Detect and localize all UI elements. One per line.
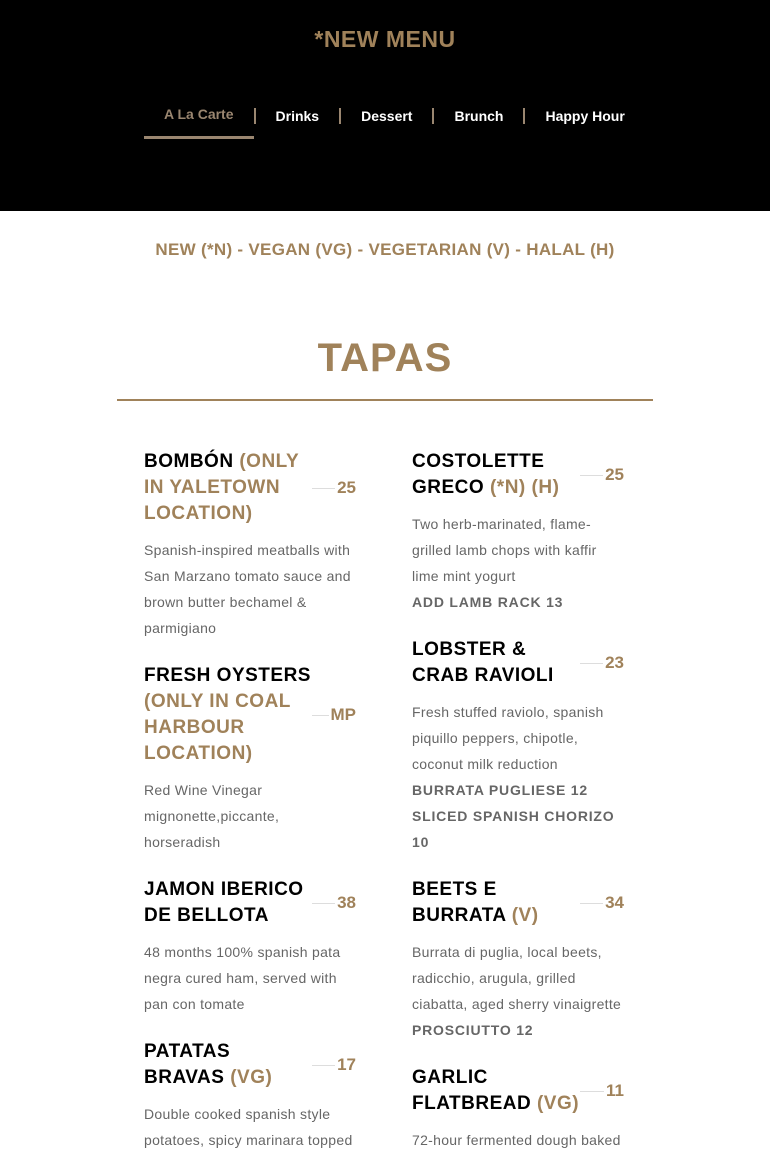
item-description: Spanish-inspired meatballs with San Marzano tomato sauce and brown butter bechamel & parmigiano — [144, 542, 351, 636]
item-addon: PROSCIUTTO 12 — [412, 1022, 534, 1038]
item-description: Two herb-marinated, flame-grilled lamb chops with kaffir lime mint yogurt — [412, 516, 597, 584]
item-name-text: JAMON IBERICO DE BELLOTA — [144, 879, 304, 926]
price-leader — [312, 903, 335, 904]
price-leader — [312, 488, 335, 489]
dietary-legend: NEW (*N) - VEGAN (VG) - VEGETARIAN (V) - HALAL (H) — [155, 240, 615, 259]
item-name-text: BOMBÓN — [144, 451, 234, 472]
menu-item — [144, 663, 356, 855]
tab-drinks[interactable]: Drinks — [275, 107, 320, 124]
price-leader — [312, 715, 329, 716]
menu-tabs — [144, 98, 645, 139]
item-tag: (VG) — [230, 1067, 273, 1088]
menu-item — [412, 449, 624, 615]
item-name — [412, 449, 580, 501]
item-name-text: COSTOLETTE GRECO — [412, 451, 545, 498]
price-leader — [580, 1091, 604, 1092]
item-name — [412, 877, 580, 929]
item-description: Fresh stuffed raviolo, spanish piquillo peppers, chipotle, coconut milk reduction — [412, 704, 604, 772]
item-name-text: GARLIC FLATBREAD — [412, 1067, 532, 1114]
item-name — [144, 449, 312, 527]
right-column — [412, 449, 624, 1175]
item-description: Burrata di puglia, local beets, radicchio, arugula, grilled ciabatta, aged sherry vinaigrette — [412, 944, 622, 1012]
item-price: 23 — [605, 653, 624, 672]
price-leader — [580, 475, 603, 476]
item-description: 72-hour fermented dough baked — [412, 1132, 621, 1148]
price-leader — [580, 903, 603, 904]
item-addon: BURRATA PUGLIESE 12 — [412, 782, 588, 798]
item-tag: (ONLY IN COAL HARBOUR LOCATION) — [144, 691, 291, 764]
item-name — [412, 637, 580, 689]
tab-dessert[interactable]: Dessert — [361, 107, 413, 124]
price-leader — [312, 1065, 335, 1066]
item-price: 25 — [337, 478, 356, 497]
menu-item — [144, 449, 356, 641]
menu-item — [412, 1065, 624, 1153]
section-divider — [117, 399, 653, 401]
item-name-text: FRESH OYSTERS — [144, 665, 311, 686]
item-price: 34 — [605, 893, 624, 912]
item-price: MP — [330, 705, 356, 724]
item-name-text: LOBSTER & CRAB RAVIOLI — [412, 639, 554, 686]
header — [0, 0, 770, 211]
tab-brunch[interactable]: Brunch — [454, 107, 504, 124]
menu-title: *NEW MENU — [314, 26, 456, 52]
item-tag: (*N) (H) — [489, 477, 560, 498]
item-name-text: BEETS E BURRATA — [412, 879, 506, 926]
menu-item — [144, 1039, 356, 1153]
item-addon: SLICED SPANISH CHORIZO 10 — [412, 808, 615, 850]
item-description: Red Wine Vinegar mignonette,piccante, horseradish — [144, 782, 280, 850]
tab-a-la-carte[interactable]: A La Carte — [144, 98, 254, 139]
tab-happy-hour[interactable]: Happy Hour — [545, 107, 625, 124]
item-name-text: PATATAS BRAVAS — [144, 1041, 231, 1088]
item-addon: ADD LAMB RACK 13 — [412, 594, 564, 610]
item-name — [144, 877, 312, 929]
menu-item — [412, 637, 624, 855]
item-name — [144, 1039, 312, 1091]
section-title: TAPAS — [317, 336, 453, 380]
price-leader — [580, 663, 603, 664]
item-price: 11 — [606, 1081, 624, 1100]
item-tag: (VG) — [536, 1093, 580, 1114]
item-price: 38 — [337, 893, 356, 912]
item-tag: (V) — [511, 905, 539, 926]
menu-item — [412, 877, 624, 1043]
item-price: 25 — [605, 465, 624, 484]
left-column — [144, 449, 356, 1175]
item-tag: (ONLY IN YALETOWN LOCATION) — [144, 451, 299, 524]
item-description: Double cooked spanish style potatoes, spicy marinara topped — [144, 1106, 353, 1148]
menu-item — [144, 877, 356, 1017]
item-price: 17 — [337, 1055, 356, 1074]
item-description: 48 months 100% spanish pata negra cured ham, served with pan con tomate — [144, 944, 341, 1012]
item-name — [412, 1065, 580, 1117]
item-name — [144, 663, 312, 767]
